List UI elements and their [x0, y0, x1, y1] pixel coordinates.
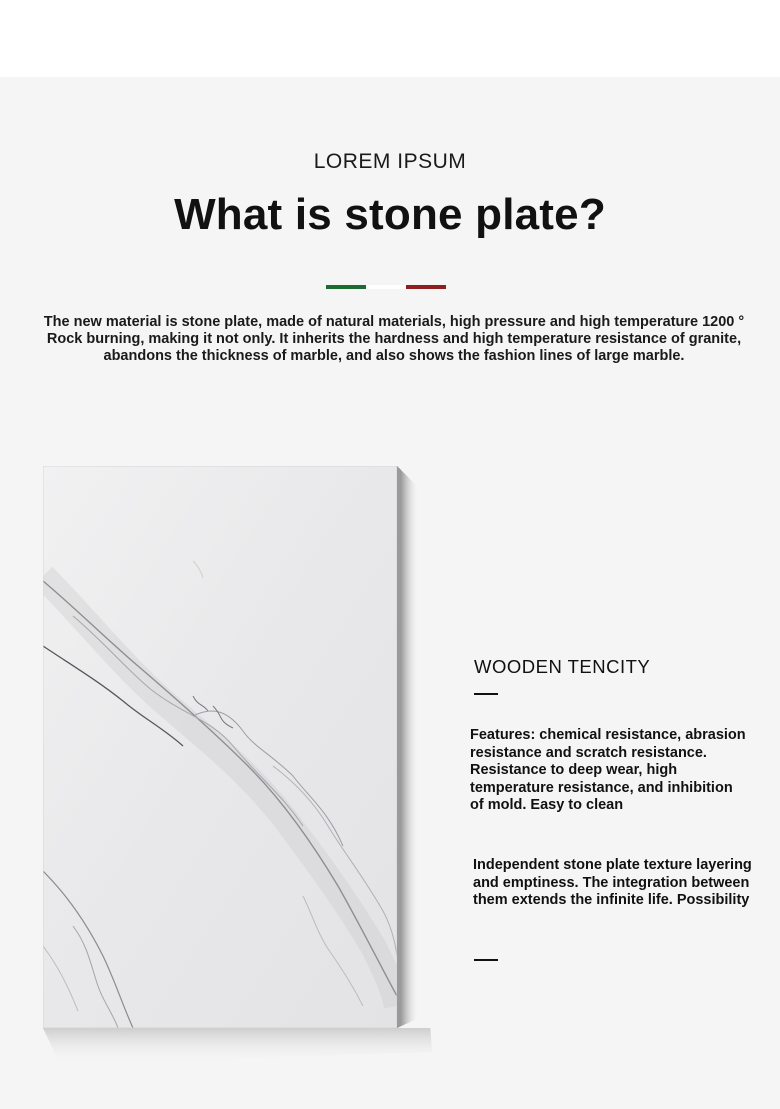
section-heading: WOODEN TENCITY: [474, 656, 651, 677]
eyebrow-label: LOREM IPSUM: [313, 150, 467, 173]
independent-text: Independent stone plate texture layering and emptiness. The integration between them extends the infinite life. Possibility: [473, 857, 752, 908]
flag-stripe-green: [326, 285, 366, 289]
flag-stripe-red: [406, 285, 446, 289]
features-text: Features: chemical resistance, abrasion resistance and scratch resistance. Resistance to deep wear, high temperature resistance, and inhibition of mold. Easy to clean: [470, 727, 746, 813]
heading-underline: [474, 693, 498, 695]
slab-side-edge: [397, 466, 429, 1028]
flag-stripe-white: [366, 285, 406, 289]
intro-paragraph: The new material is stone plate, made of natural materials, high pressure and high temperature 1200 ° Rock burning, making it not only. It inherits the hardness and high temperature resistance of granite, abandons the thickness of marble, and also shows the fashion lines of large marble.: [43, 314, 745, 364]
slab-shadow: [40, 1028, 432, 1068]
closing-divider: [474, 959, 498, 961]
page-title: What is stone plate?: [174, 190, 606, 239]
stone-slab-image: [43, 466, 397, 1028]
